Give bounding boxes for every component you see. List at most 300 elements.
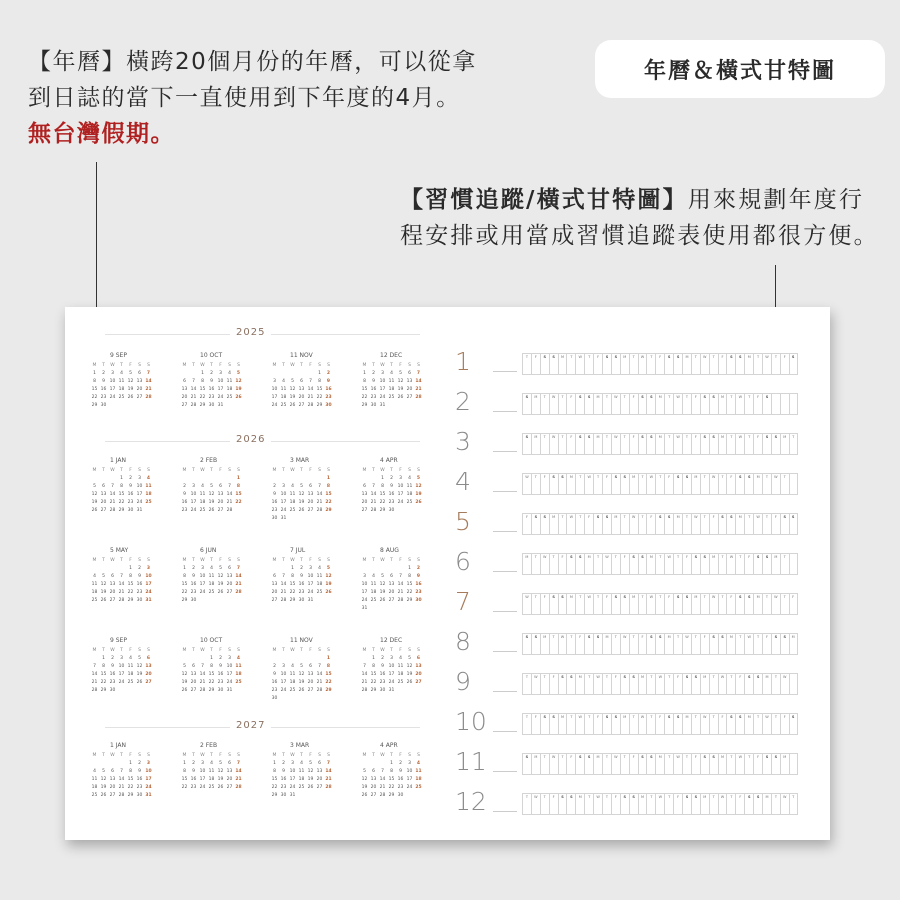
gantt-day-box[interactable]: S — [735, 713, 744, 735]
gantt-day-box[interactable]: S — [691, 793, 700, 815]
gantt-day-box[interactable]: S — [611, 353, 620, 375]
gantt-day-box[interactable]: T — [718, 473, 727, 495]
gantt-day-box[interactable]: T — [522, 713, 531, 735]
gantt-day-box[interactable]: S — [522, 753, 531, 775]
gantt-day-box[interactable]: F — [762, 633, 771, 655]
gantt-day-box[interactable]: T — [673, 633, 682, 655]
gantt-day-box[interactable]: T — [726, 753, 735, 775]
gantt-day-box[interactable]: T — [629, 353, 638, 375]
gantt-day-box[interactable]: M — [655, 753, 664, 775]
gantt-day-box[interactable]: T — [575, 473, 584, 495]
gantt-day-box[interactable]: T — [664, 793, 673, 815]
gantt-day-box[interactable]: M — [549, 513, 558, 535]
gantt-day-box[interactable]: S — [629, 553, 638, 575]
gantt-day-box[interactable]: F — [566, 753, 575, 775]
gantt-day-box[interactable]: S — [602, 513, 611, 535]
gantt-day-box[interactable]: T — [584, 793, 593, 815]
gantt-day-box[interactable]: F — [691, 433, 700, 455]
gantt-day-box[interactable]: T — [771, 673, 780, 695]
gantt-day-box[interactable]: M — [780, 433, 789, 455]
gantt-day-box[interactable]: T — [726, 673, 735, 695]
gantt-day-box[interactable]: M — [700, 673, 709, 695]
gantt-day-box[interactable]: T — [540, 393, 549, 415]
gantt-day-box[interactable]: T — [646, 713, 655, 735]
gantt-day-box[interactable]: T — [629, 713, 638, 735]
gantt-day-box[interactable]: S — [762, 433, 771, 455]
gantt-day-box[interactable]: T — [700, 593, 709, 615]
gantt-day-box[interactable]: M — [522, 553, 531, 575]
gantt-day-box[interactable] — [789, 473, 798, 495]
gantt-day-box[interactable]: M — [558, 353, 567, 375]
gantt-day-box[interactable]: S — [558, 673, 567, 695]
gantt-day-box[interactable]: S — [709, 393, 718, 415]
gantt-day-box[interactable]: W — [593, 673, 602, 695]
gantt-day-box[interactable]: M — [620, 353, 629, 375]
gantt-day-box[interactable]: F — [735, 793, 744, 815]
gantt-day-box[interactable]: M — [593, 393, 602, 415]
gantt-day-box[interactable]: M — [744, 353, 753, 375]
gantt-day-box[interactable]: F — [566, 433, 575, 455]
gantt-day-box[interactable]: S — [575, 393, 584, 415]
gantt-day-box[interactable]: F — [753, 393, 762, 415]
gantt-day-box[interactable]: S — [531, 513, 540, 535]
gantt-day-box[interactable]: M — [655, 433, 664, 455]
gantt-day-box[interactable]: T — [584, 353, 593, 375]
gantt-day-box[interactable]: M — [753, 473, 762, 495]
gantt-day-box[interactable]: S — [531, 633, 540, 655]
gantt-day-box[interactable]: M — [566, 593, 575, 615]
gantt-day-box[interactable]: W — [780, 673, 789, 695]
gantt-day-box[interactable]: S — [540, 713, 549, 735]
gantt-day-box[interactable]: T — [780, 553, 789, 575]
gantt-day-box[interactable]: W — [700, 713, 709, 735]
gantt-day-box[interactable]: M — [646, 553, 655, 575]
gantt-day-box[interactable]: F — [566, 393, 575, 415]
gantt-day-box[interactable]: S — [549, 713, 558, 735]
gantt-day-box[interactable]: T — [753, 633, 762, 655]
gantt-day-box[interactable]: M — [593, 753, 602, 775]
gantt-day-box[interactable]: M — [709, 553, 718, 575]
gantt-day-box[interactable]: S — [611, 713, 620, 735]
gantt-day-box[interactable]: T — [522, 353, 531, 375]
gantt-day-box[interactable]: F — [522, 513, 531, 535]
gantt-day-box[interactable]: T — [620, 393, 629, 415]
gantt-day-box[interactable]: T — [522, 793, 531, 815]
gantt-day-box[interactable]: F — [664, 473, 673, 495]
gantt-day-box[interactable]: S — [735, 593, 744, 615]
gantt-day-box[interactable]: W — [718, 793, 727, 815]
gantt-day-box[interactable]: F — [558, 553, 567, 575]
gantt-day-box[interactable]: T — [682, 513, 691, 535]
gantt-day-box[interactable]: S — [549, 473, 558, 495]
gantt-day-box[interactable]: M — [700, 793, 709, 815]
gantt-day-box[interactable]: W — [549, 393, 558, 415]
gantt-day-box[interactable]: T — [620, 753, 629, 775]
gantt-day-box[interactable]: T — [549, 553, 558, 575]
gantt-day-box[interactable]: S — [682, 673, 691, 695]
gantt-day-box[interactable]: W — [611, 433, 620, 455]
gantt-day-box[interactable]: S — [744, 673, 753, 695]
gantt-day-box[interactable]: T — [549, 633, 558, 655]
gantt-day-box[interactable]: T — [638, 593, 647, 615]
gantt-day-box[interactable]: T — [735, 633, 744, 655]
gantt-day-box[interactable]: F — [718, 713, 727, 735]
gantt-day-box[interactable]: T — [540, 753, 549, 775]
gantt-day-box[interactable]: T — [664, 433, 673, 455]
gantt-day-box[interactable]: S — [522, 433, 531, 455]
gantt-day-box[interactable]: T — [620, 433, 629, 455]
gantt-day-box[interactable]: F — [629, 433, 638, 455]
gantt-day-box[interactable]: M — [691, 593, 700, 615]
gantt-day-box[interactable]: S — [664, 713, 673, 735]
gantt-day-box[interactable]: M — [655, 393, 664, 415]
gantt-day-box[interactable]: F — [726, 473, 735, 495]
gantt-day-box[interactable]: T — [611, 553, 620, 575]
gantt-day-box[interactable]: W — [735, 433, 744, 455]
gantt-day-box[interactable]: M — [771, 553, 780, 575]
gantt-day-box[interactable]: W — [566, 513, 575, 535]
gantt-day-box[interactable]: T — [540, 433, 549, 455]
gantt-day-box[interactable]: T — [771, 713, 780, 735]
gantt-day-box[interactable]: F — [726, 593, 735, 615]
gantt-day-box[interactable]: T — [709, 353, 718, 375]
gantt-day-box[interactable]: T — [682, 433, 691, 455]
gantt-day-box[interactable]: S — [789, 513, 798, 535]
gantt-day-box[interactable]: F — [531, 713, 540, 735]
gantt-day-box[interactable]: S — [646, 393, 655, 415]
gantt-day-box[interactable]: F — [629, 753, 638, 775]
gantt-day-box[interactable]: S — [540, 353, 549, 375]
gantt-day-box[interactable]: T — [584, 713, 593, 735]
gantt-day-box[interactable]: W — [673, 393, 682, 415]
gantt-day-box[interactable]: S — [593, 513, 602, 535]
gantt-day-box[interactable]: M — [673, 513, 682, 535]
gantt-day-box[interactable]: T — [771, 353, 780, 375]
gantt-day-box[interactable]: W — [744, 633, 753, 655]
gantt-day-box[interactable]: W — [655, 793, 664, 815]
gantt-day-box[interactable]: M — [789, 633, 798, 655]
gantt-day-box[interactable]: S — [753, 553, 762, 575]
gantt-day-box[interactable]: T — [531, 473, 540, 495]
gantt-day-box[interactable]: T — [575, 513, 584, 535]
gantt-day-box[interactable]: T — [664, 753, 673, 775]
gantt-day-box[interactable]: W — [726, 553, 735, 575]
gantt-day-box[interactable]: T — [700, 473, 709, 495]
gantt-day-box[interactable]: S — [673, 473, 682, 495]
gantt-day-box[interactable]: M — [664, 633, 673, 655]
gantt-day-box[interactable]: F — [593, 713, 602, 735]
gantt-day-box[interactable]: T — [611, 633, 620, 655]
gantt-day-box[interactable]: T — [646, 673, 655, 695]
gantt-day-box[interactable]: T — [602, 433, 611, 455]
gantt-day-box[interactable]: F — [531, 353, 540, 375]
gantt-day-box[interactable]: M — [718, 433, 727, 455]
gantt-day-box[interactable]: S — [646, 753, 655, 775]
gantt-day-box[interactable]: S — [655, 513, 664, 535]
gantt-day-box[interactable]: M — [780, 753, 789, 775]
gantt-day-box[interactable]: F — [611, 793, 620, 815]
gantt-day-box[interactable]: W — [762, 713, 771, 735]
gantt-day-box[interactable]: T — [780, 473, 789, 495]
gantt-day-box[interactable]: S — [709, 633, 718, 655]
gantt-day-box[interactable]: W — [531, 673, 540, 695]
gantt-day-box[interactable]: T — [726, 433, 735, 455]
gantt-day-box[interactable]: S — [584, 433, 593, 455]
gantt-day-box[interactable]: W — [531, 793, 540, 815]
gantt-day-box[interactable]: T — [638, 513, 647, 535]
gantt-day-box[interactable] — [789, 753, 798, 775]
gantt-day-box[interactable]: T — [602, 393, 611, 415]
gantt-day-box[interactable]: M — [726, 633, 735, 655]
gantt-day-box[interactable]: T — [593, 593, 602, 615]
gantt-day-box[interactable]: S — [682, 593, 691, 615]
gantt-day-box[interactable]: T — [744, 393, 753, 415]
gantt-day-box[interactable]: F — [602, 593, 611, 615]
gantt-day-box[interactable]: W — [611, 393, 620, 415]
gantt-day-box[interactable]: T — [531, 553, 540, 575]
gantt-day-box[interactable]: T — [602, 753, 611, 775]
gantt-day-box[interactable]: F — [638, 633, 647, 655]
gantt-day-box[interactable] — [789, 673, 798, 695]
gantt-day-box[interactable]: S — [602, 713, 611, 735]
gantt-day-box[interactable]: F — [753, 433, 762, 455]
gantt-day-box[interactable]: T — [682, 753, 691, 775]
gantt-day-box[interactable]: F — [655, 713, 664, 735]
gantt-day-box[interactable]: S — [549, 593, 558, 615]
gantt-day-box[interactable]: W — [575, 713, 584, 735]
gantt-day-box[interactable]: S — [709, 753, 718, 775]
gantt-day-box[interactable]: S — [771, 633, 780, 655]
gantt-day-box[interactable]: F — [549, 673, 558, 695]
gantt-day-box[interactable]: S — [691, 673, 700, 695]
gantt-day-box[interactable]: F — [753, 753, 762, 775]
gantt-day-box[interactable]: S — [762, 393, 771, 415]
gantt-day-box[interactable]: W — [638, 353, 647, 375]
gantt-day-box[interactable]: W — [602, 553, 611, 575]
gantt-day-box[interactable]: W — [522, 593, 531, 615]
gantt-day-box[interactable]: S — [620, 793, 629, 815]
gantt-day-box[interactable]: S — [522, 393, 531, 415]
gantt-day-box[interactable]: S — [602, 353, 611, 375]
gantt-day-box[interactable]: T — [700, 513, 709, 535]
gantt-day-box[interactable]: M — [735, 513, 744, 535]
gantt-day-box[interactable]: F — [593, 353, 602, 375]
gantt-day-box[interactable]: T — [709, 793, 718, 815]
gantt-day-box[interactable]: W — [646, 593, 655, 615]
gantt-day-box[interactable]: T — [753, 353, 762, 375]
gantt-day-box[interactable]: F — [646, 513, 655, 535]
gantt-day-box[interactable]: S — [584, 393, 593, 415]
gantt-day-box[interactable]: T — [682, 393, 691, 415]
gantt-day-box[interactable]: T — [646, 353, 655, 375]
gantt-day-box[interactable]: T — [744, 513, 753, 535]
gantt-day-box[interactable]: F — [611, 673, 620, 695]
gantt-day-box[interactable]: S — [691, 553, 700, 575]
gantt-day-box[interactable]: S — [682, 473, 691, 495]
gantt-day-box[interactable]: F — [629, 393, 638, 415]
gantt-day-box[interactable]: T — [735, 553, 744, 575]
gantt-day-box[interactable]: F — [584, 513, 593, 535]
gantt-day-box[interactable]: S — [753, 673, 762, 695]
gantt-day-box[interactable]: T — [789, 433, 798, 455]
gantt-day-box[interactable]: S — [664, 513, 673, 535]
gantt-day-box[interactable]: S — [664, 353, 673, 375]
gantt-day-box[interactable]: W — [549, 433, 558, 455]
gantt-day-box[interactable]: M — [602, 633, 611, 655]
gantt-day-box[interactable]: T — [753, 713, 762, 735]
gantt-day-box[interactable]: T — [655, 553, 664, 575]
gantt-day-box[interactable]: T — [566, 633, 575, 655]
gantt-day-box[interactable]: S — [700, 393, 709, 415]
gantt-day-box[interactable]: W — [691, 513, 700, 535]
gantt-day-box[interactable]: S — [558, 793, 567, 815]
gantt-day-box[interactable]: T — [629, 633, 638, 655]
gantt-day-box[interactable]: T — [558, 513, 567, 535]
gantt-day-box[interactable]: S — [620, 473, 629, 495]
gantt-day-box[interactable]: M — [584, 553, 593, 575]
gantt-day-box[interactable]: S — [726, 353, 735, 375]
gantt-day-box[interactable]: T — [602, 673, 611, 695]
gantt-day-box[interactable]: F — [780, 713, 789, 735]
gantt-day-box[interactable]: S — [646, 433, 655, 455]
gantt-day-box[interactable]: F — [718, 353, 727, 375]
gantt-day-box[interactable]: M — [629, 473, 638, 495]
gantt-day-box[interactable]: M — [620, 713, 629, 735]
gantt-day-box[interactable]: S — [638, 393, 647, 415]
gantt-day-box[interactable]: S — [726, 513, 735, 535]
gantt-day-box[interactable] — [789, 393, 798, 415]
gantt-day-box[interactable]: W — [655, 673, 664, 695]
gantt-day-box[interactable]: T — [655, 593, 664, 615]
gantt-day-box[interactable]: W — [673, 433, 682, 455]
gantt-day-box[interactable]: M — [531, 393, 540, 415]
gantt-day-box[interactable]: T — [558, 433, 567, 455]
gantt-day-box[interactable]: S — [744, 793, 753, 815]
gantt-day-box[interactable]: F — [744, 553, 753, 575]
gantt-day-box[interactable]: F — [691, 753, 700, 775]
gantt-day-box[interactable]: M — [593, 433, 602, 455]
gantt-day-box[interactable]: M — [718, 393, 727, 415]
gantt-day-box[interactable]: M — [682, 713, 691, 735]
gantt-day-box[interactable]: S — [611, 593, 620, 615]
gantt-day-box[interactable]: F — [540, 473, 549, 495]
gantt-day-box[interactable] — [780, 393, 789, 415]
gantt-day-box[interactable]: M — [682, 353, 691, 375]
gantt-day-box[interactable]: T — [762, 513, 771, 535]
gantt-day-box[interactable]: W — [700, 353, 709, 375]
gantt-day-box[interactable]: M — [531, 753, 540, 775]
gantt-day-box[interactable]: M — [744, 713, 753, 735]
gantt-day-box[interactable]: T — [664, 393, 673, 415]
gantt-day-box[interactable]: T — [726, 793, 735, 815]
gantt-day-box[interactable]: W — [753, 513, 762, 535]
gantt-day-box[interactable]: W — [558, 633, 567, 655]
gantt-day-box[interactable]: T — [780, 593, 789, 615]
gantt-day-box[interactable]: S — [753, 793, 762, 815]
gantt-day-box[interactable]: F — [673, 673, 682, 695]
gantt-day-box[interactable]: S — [771, 753, 780, 775]
gantt-day-box[interactable]: M — [611, 513, 620, 535]
gantt-day-box[interactable]: S — [593, 633, 602, 655]
gantt-day-box[interactable]: T — [566, 353, 575, 375]
gantt-day-box[interactable]: S — [762, 553, 771, 575]
gantt-day-box[interactable]: W — [540, 553, 549, 575]
gantt-day-box[interactable]: M — [629, 593, 638, 615]
gantt-day-box[interactable]: S — [780, 513, 789, 535]
gantt-day-box[interactable]: T — [558, 393, 567, 415]
gantt-day-box[interactable]: W — [638, 713, 647, 735]
gantt-day-box[interactable]: T — [744, 753, 753, 775]
gantt-day-box[interactable]: M — [558, 713, 567, 735]
gantt-day-box[interactable]: F — [664, 593, 673, 615]
gantt-day-box[interactable]: F — [789, 593, 798, 615]
gantt-day-box[interactable]: M — [753, 593, 762, 615]
gantt-day-box[interactable]: S — [629, 673, 638, 695]
gantt-day-box[interactable]: S — [673, 353, 682, 375]
gantt-day-box[interactable]: M — [575, 673, 584, 695]
gantt-day-box[interactable]: M — [762, 673, 771, 695]
gantt-day-box[interactable]: T — [540, 793, 549, 815]
gantt-day-box[interactable]: S — [700, 553, 709, 575]
gantt-day-box[interactable]: S — [566, 793, 575, 815]
gantt-day-box[interactable]: M — [531, 433, 540, 455]
gantt-day-box[interactable]: M — [718, 753, 727, 775]
gantt-day-box[interactable]: S — [558, 593, 567, 615]
gantt-day-box[interactable]: T — [531, 593, 540, 615]
gantt-day-box[interactable]: S — [709, 433, 718, 455]
gantt-day-box[interactable]: S — [584, 633, 593, 655]
gantt-day-box[interactable]: F — [700, 633, 709, 655]
gantt-day-box[interactable]: T — [762, 593, 771, 615]
gantt-day-box[interactable]: S — [700, 753, 709, 775]
gantt-day-box[interactable]: S — [638, 433, 647, 455]
gantt-day-box[interactable]: S — [744, 593, 753, 615]
gantt-day-box[interactable]: T — [709, 673, 718, 695]
gantt-day-box[interactable]: T — [593, 553, 602, 575]
gantt-day-box[interactable]: M — [638, 673, 647, 695]
gantt-day-box[interactable]: M — [638, 793, 647, 815]
gantt-day-box[interactable]: T — [540, 673, 549, 695]
gantt-day-box[interactable]: S — [611, 473, 620, 495]
gantt-day-box[interactable]: S — [566, 553, 575, 575]
gantt-day-box[interactable]: W — [575, 353, 584, 375]
gantt-day-box[interactable]: W — [735, 393, 744, 415]
gantt-day-box[interactable]: T — [584, 673, 593, 695]
gantt-day-box[interactable]: W — [664, 553, 673, 575]
gantt-day-box[interactable]: T — [558, 753, 567, 775]
gantt-day-box[interactable]: S — [673, 593, 682, 615]
gantt-day-box[interactable]: W — [673, 753, 682, 775]
gantt-day-box[interactable]: S — [620, 673, 629, 695]
gantt-day-box[interactable]: T — [638, 473, 647, 495]
gantt-day-box[interactable] — [771, 393, 780, 415]
gantt-day-box[interactable]: T — [726, 393, 735, 415]
gantt-day-box[interactable]: M — [691, 473, 700, 495]
gantt-day-box[interactable]: S — [726, 713, 735, 735]
gantt-day-box[interactable]: S — [762, 753, 771, 775]
gantt-day-box[interactable]: S — [620, 593, 629, 615]
gantt-day-box[interactable]: W — [584, 593, 593, 615]
gantt-day-box[interactable]: T — [673, 553, 682, 575]
gantt-day-box[interactable]: T — [646, 793, 655, 815]
gantt-day-box[interactable]: F — [735, 673, 744, 695]
gantt-day-box[interactable]: T — [620, 513, 629, 535]
gantt-day-box[interactable] — [789, 553, 798, 575]
gantt-day-box[interactable]: W — [522, 473, 531, 495]
gantt-day-box[interactable]: S — [558, 473, 567, 495]
gantt-day-box[interactable]: F — [620, 553, 629, 575]
gantt-day-box[interactable]: W — [629, 513, 638, 535]
